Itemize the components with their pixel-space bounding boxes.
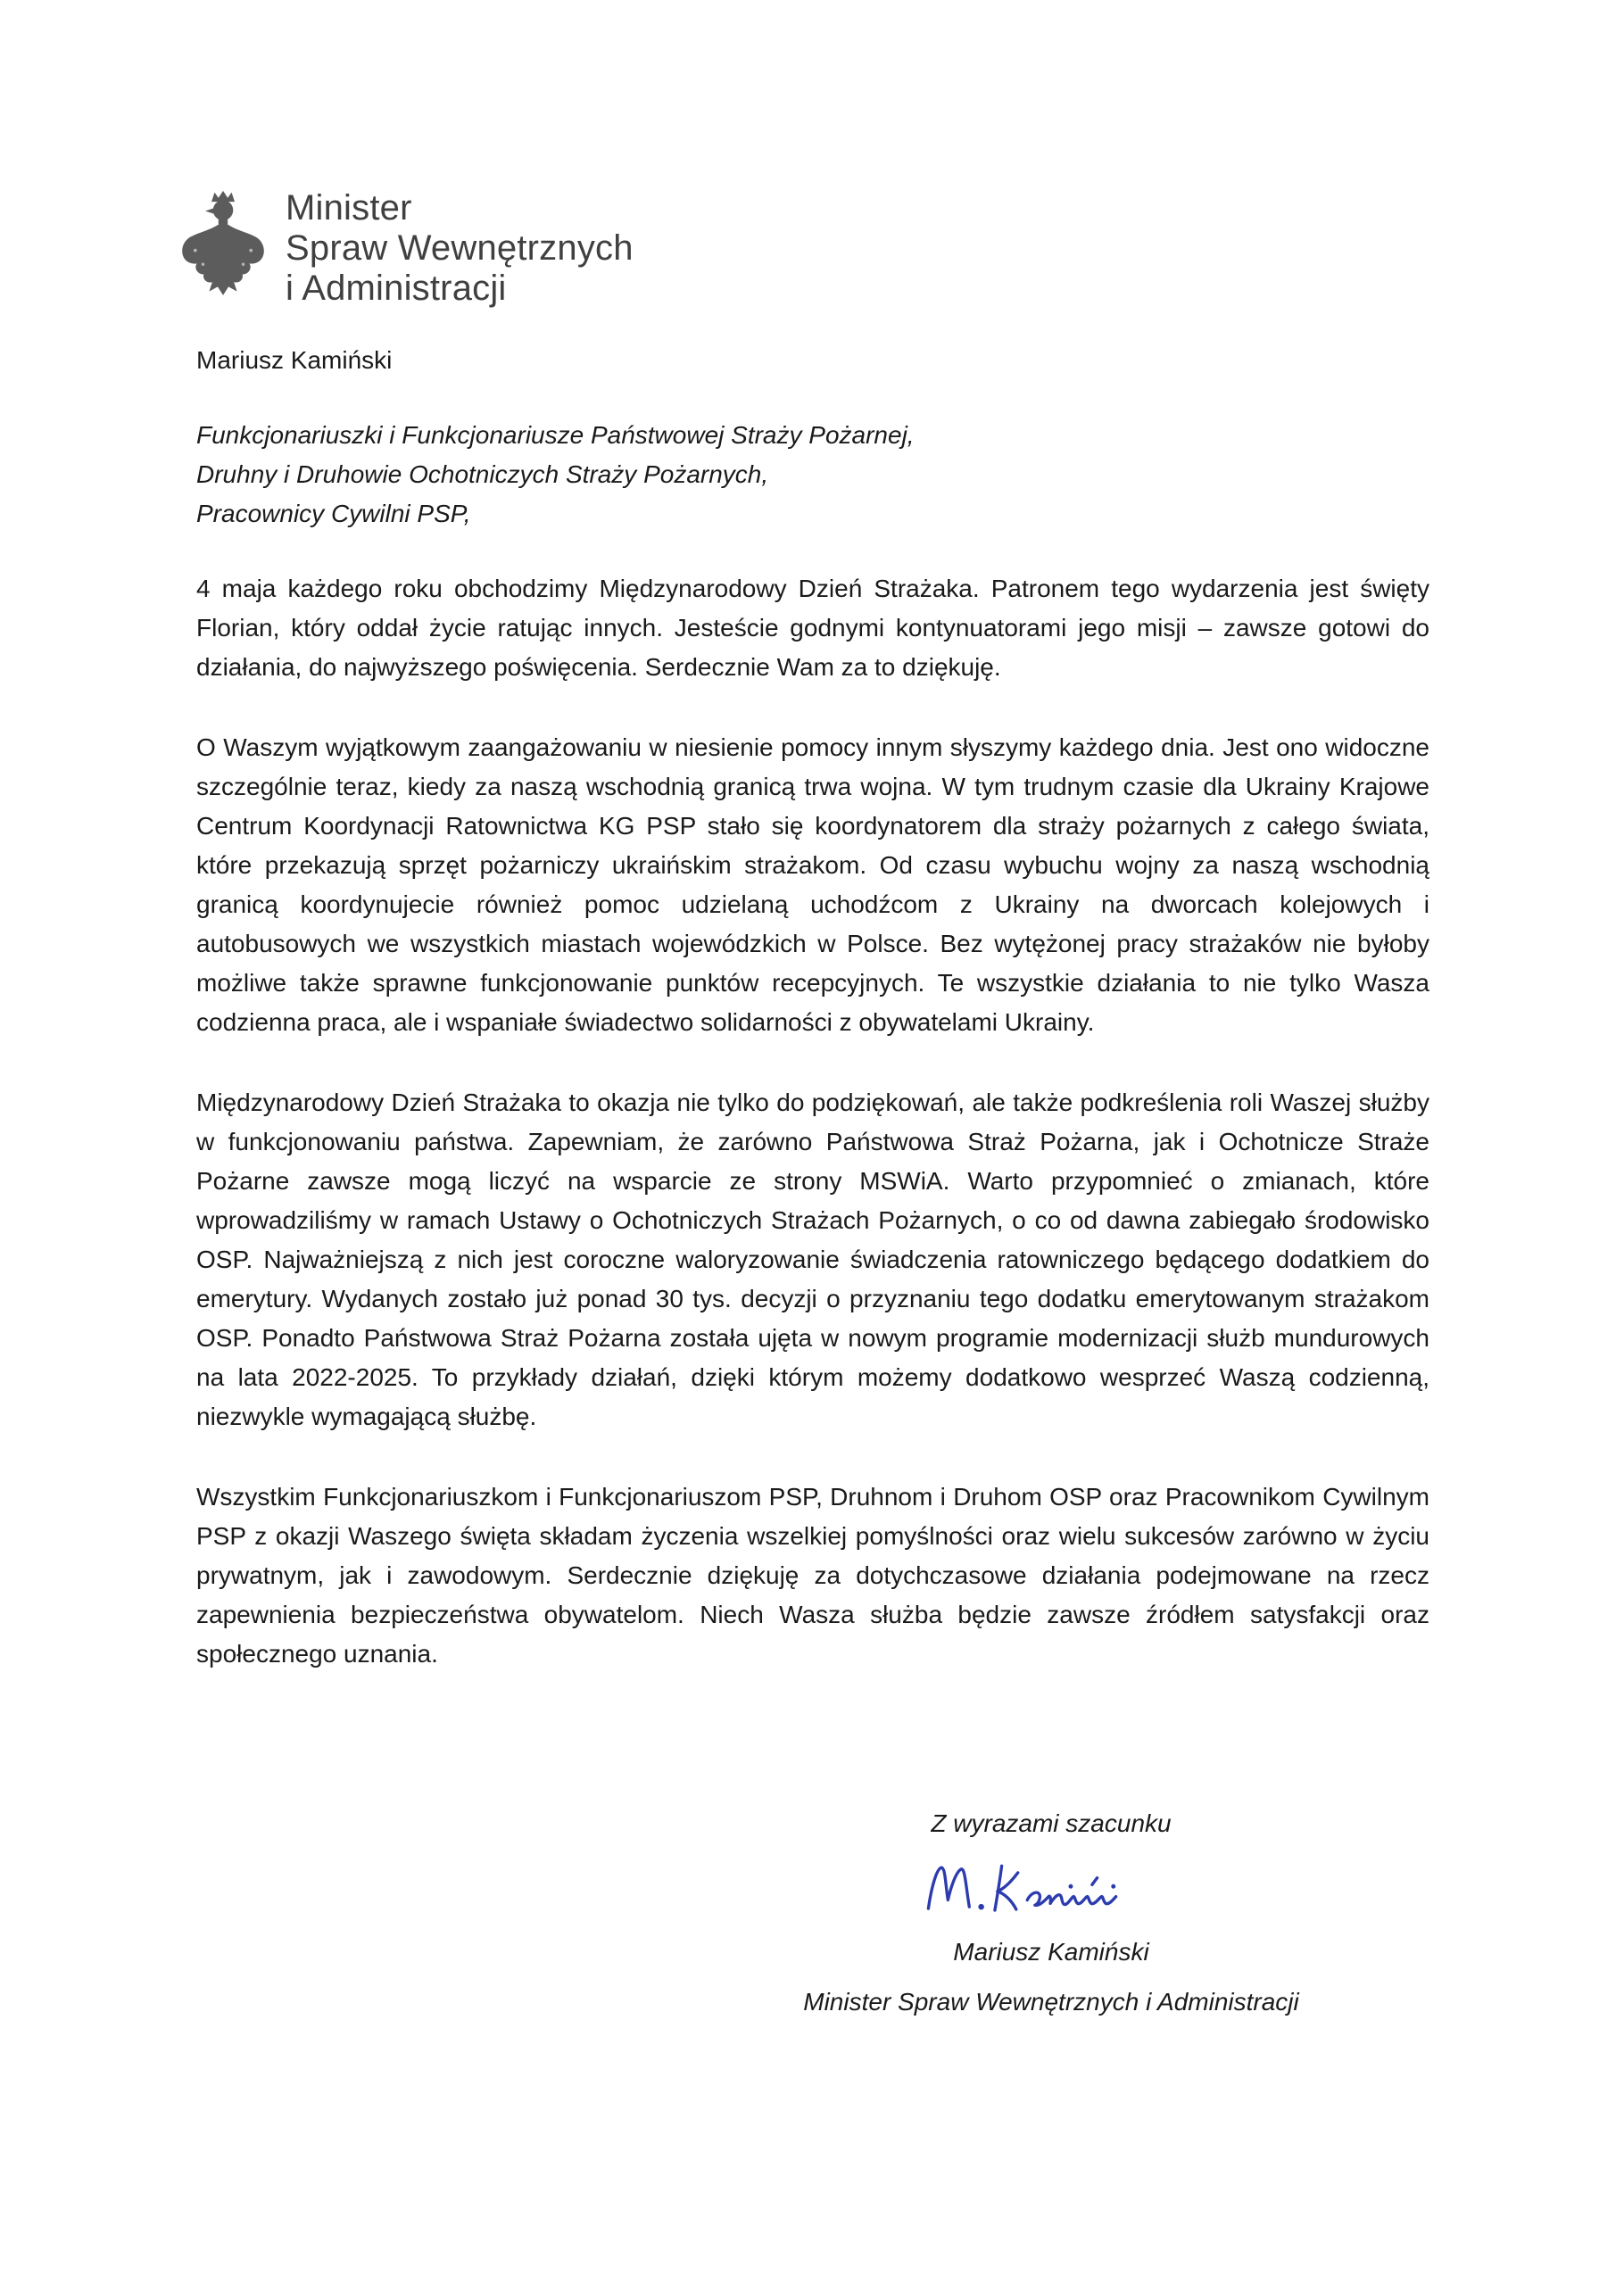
sender-name: Mariusz Kamiński — [196, 346, 393, 374]
closing-block — [676, 1809, 1426, 2016]
paragraph-1: 4 maja każdego roku obchodzimy Międzynarodowy Dzień Strażaka. Patronem tego wydarzenia jest święty Florian, który oddał życie ratując innych. Jesteście godnymi kontynuatorami jego misji – zawsze gotowi do działania, do najwyższego poświęcenia. Serdecznie Wam za to dziękuję. — [196, 575, 1429, 681]
salutation — [196, 416, 915, 534]
ministry-title — [286, 183, 634, 309]
paragraph-4: Wszystkim Funkcjonariuszkom i Funkcjonariuszom PSP, Druhnom i Druhom OSP oraz Pracownikom Cywilnym PSP z okazji Waszego święta składam życzenia wszelkiej pomyślności oraz wielu sukcesów zarówno w życiu prywatnym, jak i zawodowym. Serdecznie dziękuję za dotychczasowe działania podejmowane na rzecz zapewnienia bezpieczeństwa obywatelom. Niech Wasza służba będzie zawsze źródłem satysfakcji oraz społecznego uznania. — [196, 1483, 1429, 1668]
signature-title: Minister Spraw Wewnętrznych i Administracji — [803, 1988, 1299, 2016]
salutation-line-2: Druhny i Druhowie Ochotniczych Straży Pożarnych, — [196, 460, 769, 488]
paragraph-3: Międzynarodowy Dzień Strażaka to okazja nie tylko do podziękowań, ale także podkreślenia roli Waszej służby w funkcjonowaniu państwa. Zapewniam, że zarówno Państwowa Straż Pożarna, jak i Ochotnicze Straże Pożarne zawsze mogą liczyć na wsparcie ze strony MSWiA. Warto przypomnieć o zmianach, które wprowadziliśmy w ramach Ustawy o Ochotniczych Strażach Pożarnych, o co od dawna zabiegało środowisko OSP. Najważniejszą z nich jest coroczne waloryzowanie świadczenia ratowniczego będącego dodatkiem do emerytury. Wydanych zostało już ponad 30 tys. decyzji o przyznaniu tego dodatku emerytowanym strażakom OSP. Ponadto Państwowa Straż Pożarna została ujęta w nowym programie modernizacji służb mundurowych na lata 2022-2025. To przykłady działań, dzięki którym możemy dodatkowo wesprzeć Waszą codzienną, niezwykle wymagającą służbę. — [196, 1089, 1429, 1430]
polish-eagle-coat-of-arms-icon — [177, 183, 269, 302]
salutation-line-1: Funkcjonariuszki i Funkcjonariusze Państwowej Straży Pożarnej, — [196, 421, 915, 449]
paragraph-2: O Waszym wyjątkowym zaangażowaniu w niesienie pomocy innym słyszymy każdego dnia. Jest ono widoczne szczególnie teraz, kiedy za naszą wschodnią granicą trwa wojna. W tym trudnym czasie dla Ukrainy Krajowe Centrum Koordynacji Ratownictwa KG PSP stało się koordynatorem dla straży pożarnych z całego świata, które przekazują sprzęt pożarniczy ukraińskim strażakom. Od czasu wybuchu wojny za naszą wschodnią granicą koordynujecie również pomoc udzielaną uchodźcom z Ukrainy na dworcach kolejowych i autobusowych we wszystkich miastach wojewódzkich w Polsce. Bez wytężonej pracy strażaków nie byłoby możliwe także sprawne funkcjonowanie punktów recepcyjnych. Te wszystkie działania to nie tylko Wasza codzienna praca, ale i wspaniałe świadectwo solidarności z obywatelami Ukrainy. — [196, 733, 1429, 1036]
valediction: Z wyrazami szacunku — [931, 1809, 1172, 1837]
letterhead — [177, 183, 634, 309]
signature-name: Mariusz Kamiński — [953, 1938, 1149, 1966]
ministry-line-2: Spraw Wewnętrznych — [286, 228, 634, 268]
ministry-line-3: i Administracji — [286, 269, 507, 308]
letter-body — [196, 569, 1429, 1715]
ministry-line-1: Minister — [286, 188, 412, 228]
handwritten-signature-icon — [676, 1852, 1426, 1929]
salutation-line-3: Pracownicy Cywilni PSP, — [196, 500, 471, 527]
